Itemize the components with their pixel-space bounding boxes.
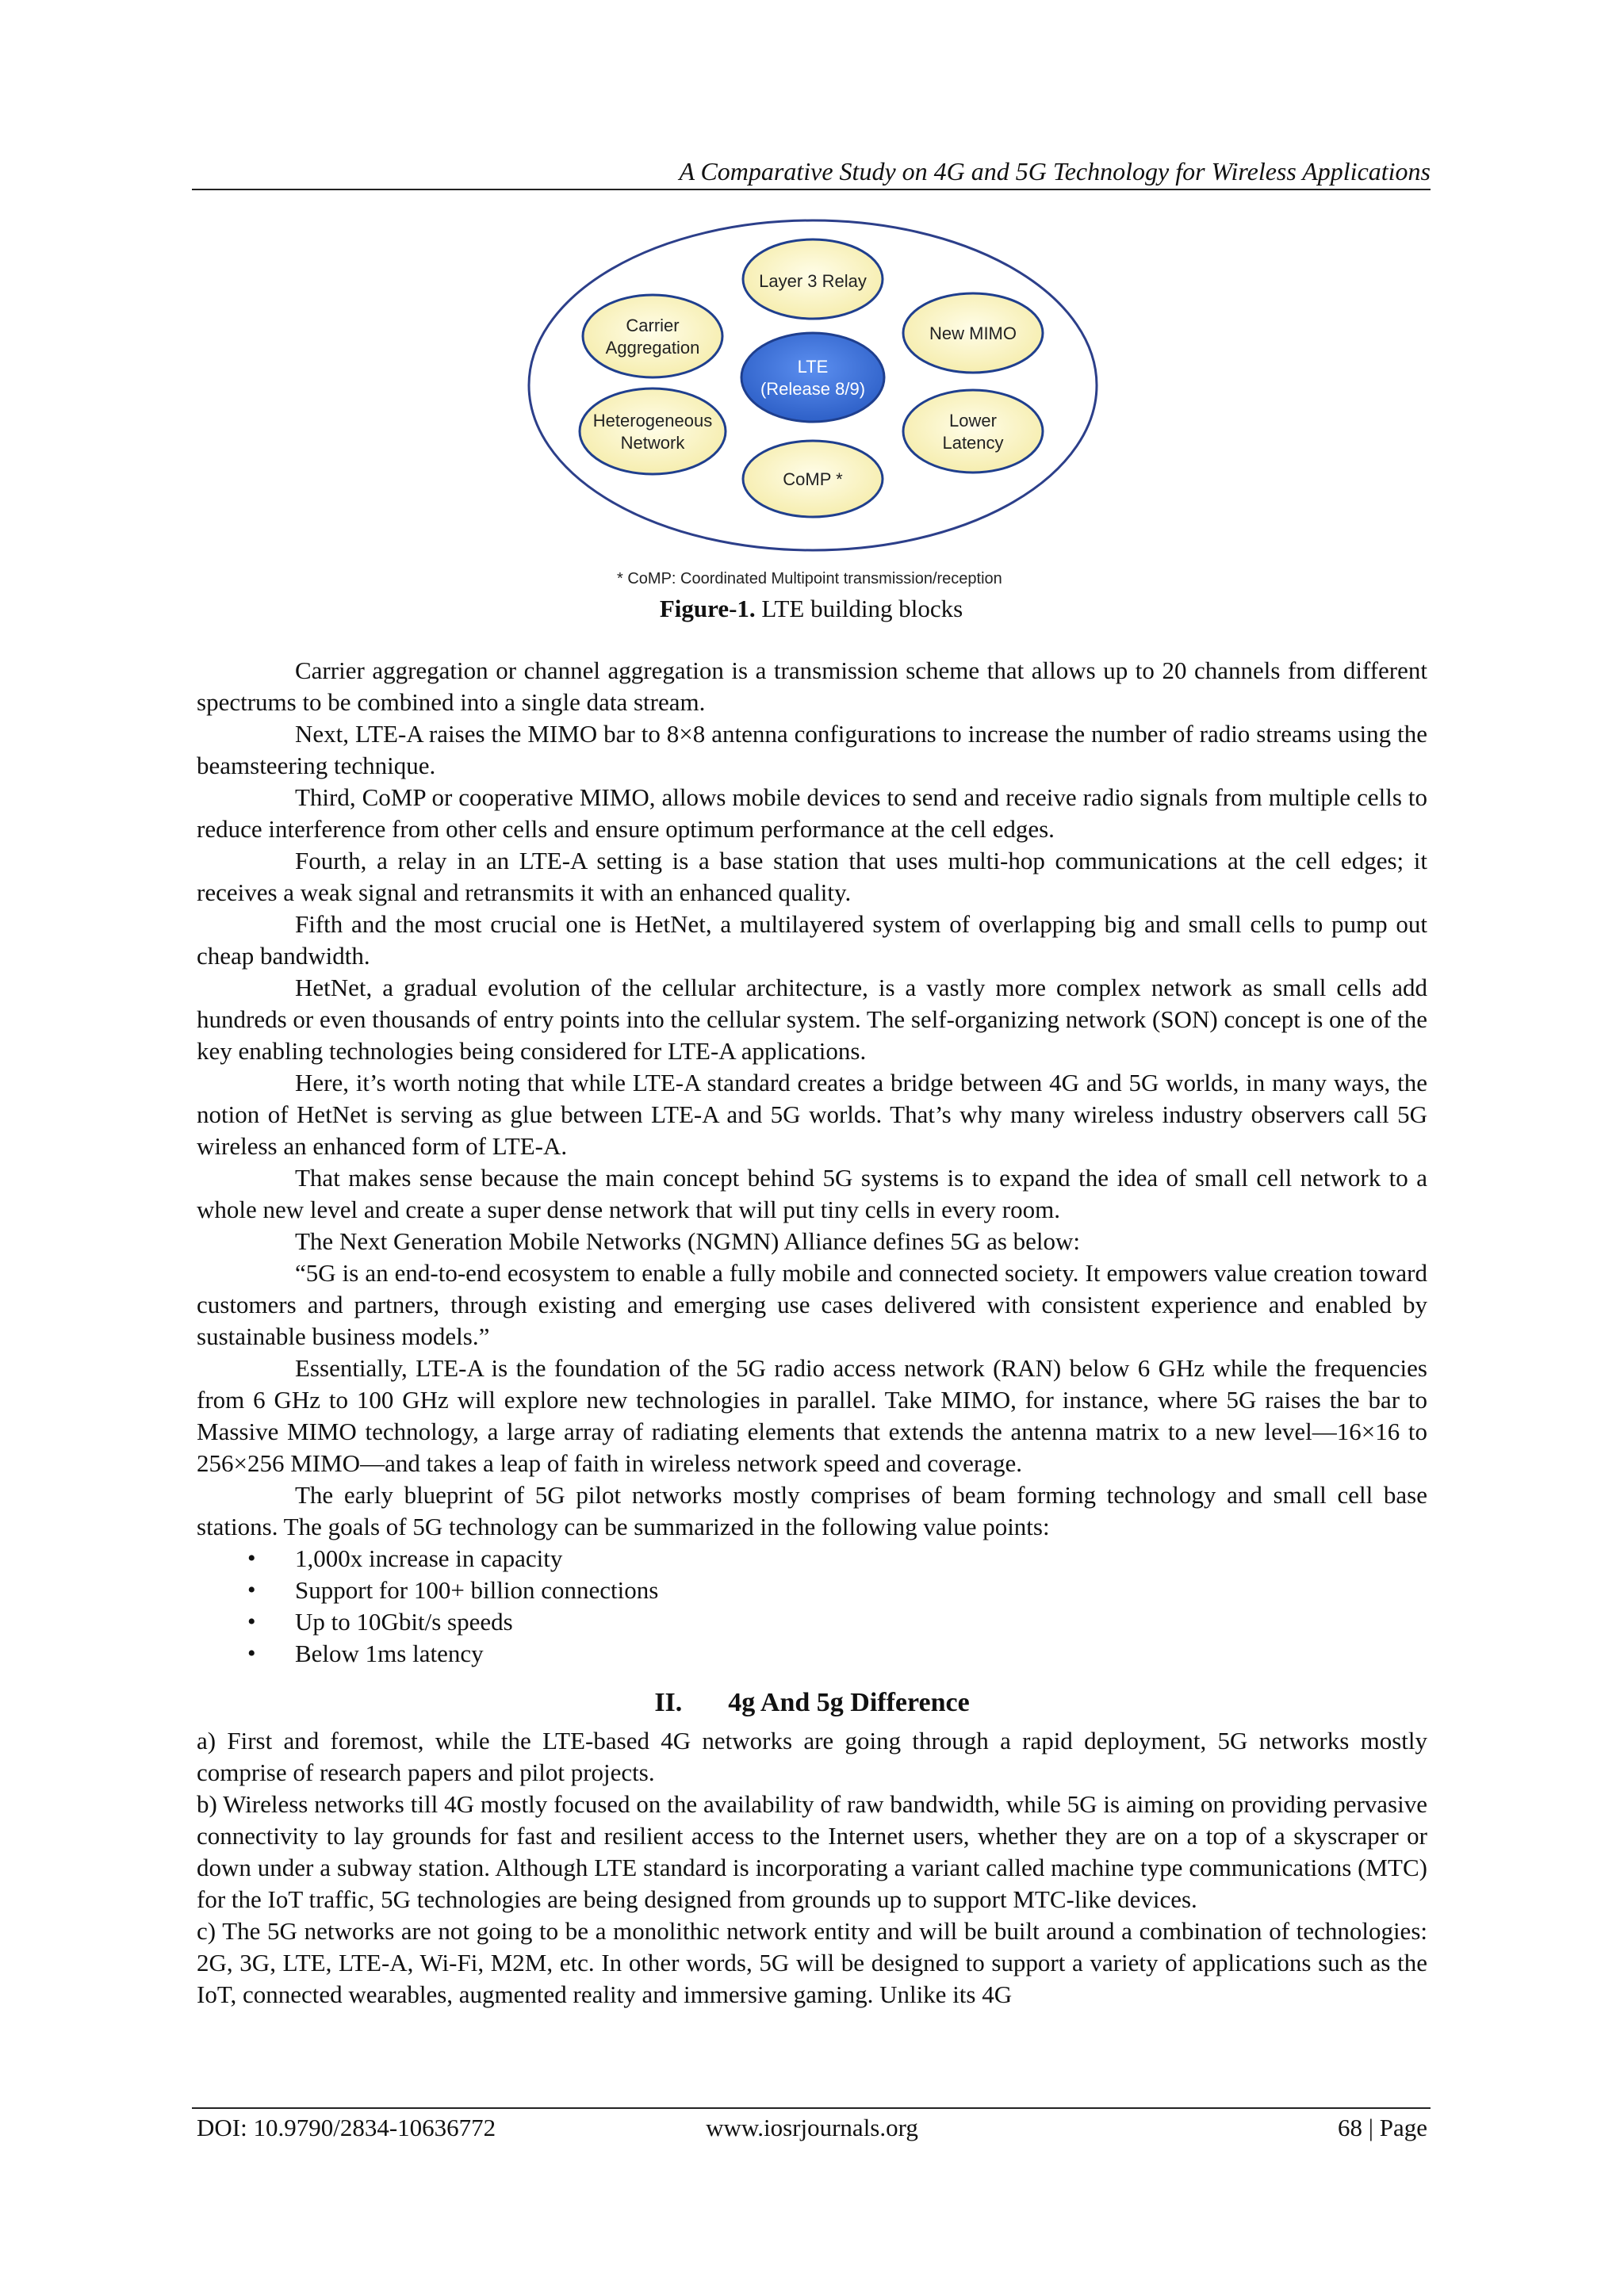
paragraph: Third, CoMP or cooperative MIMO, allows mobile devices to send and receive radio signals from multiple cells to reduce interference from other cells and ensure optimum performance at the cell edges. <box>197 783 1427 843</box>
block-label-line2: Network <box>620 433 685 453</box>
body-text <box>197 655 1427 2011</box>
difference-item: c) The 5G networks are not going to be a monolithic network entity and will be built around a combination of technologies: 2G, 3G, LTE, LTE-A, Wi-Fi, M2M, etc. In other words, 5G will be designed to support a variety of applications such as the IoT, connected wearables, augmented reality and immersive gaming. Unlike its 4G <box>197 1917 1427 2008</box>
block-carrier-aggregation <box>583 295 722 377</box>
footer-rule <box>192 2107 1431 2109</box>
paragraph: That makes sense because the main concept behind 5G systems is to expand the idea of small cell network to a whole new level and create a super dense network that will put tiny cells in every room. <box>197 1164 1427 1223</box>
block-label-line2: Aggregation <box>605 338 700 358</box>
running-title: A Comparative Study on 4G and 5G Technology for Wireless Applications <box>679 157 1431 186</box>
quote-paragraph: “5G is an end-to-end ecosystem to enable a fully mobile and connected society. It empowers value creation toward customers and partners, through existing and emerging use cases delivered with consistent experience and enabled by sustainable business models.” <box>197 1259 1427 1350</box>
block-label: Lower <box>949 411 997 430</box>
figure-lte-building-blocks <box>523 212 1110 591</box>
list-item: • Below 1ms latency <box>197 1638 1427 1670</box>
goals-list <box>197 1543 1427 1670</box>
block-lower-latency <box>903 390 1043 473</box>
section-heading <box>197 1684 1427 1722</box>
list-item: • Support for 100+ billion connections <box>197 1575 1427 1606</box>
lte-diagram <box>523 212 1110 591</box>
paragraph: The early blueprint of 5G pilot networks mostly comprises of beam forming technology and small cell base stations. The goals of 5G technology can be summarized in the following value points: <box>197 1481 1427 1540</box>
paragraph: Next, LTE-A raises the MIMO bar to 8×8 antenna configurations to increase the number of radio streams using the beamsteering technique. <box>197 720 1427 779</box>
footer-page-number: 68 | Page <box>1338 2114 1427 2141</box>
block-label: Heterogeneous <box>592 411 713 430</box>
list-item: • Up to 10Gbit/s speeds <box>197 1606 1427 1638</box>
difference-item: a) First and foremost, while the LTE-based 4G networks are going through a rapid deployment, 5G networks mostly comprise of research papers and pilot projects. <box>197 1727 1427 1786</box>
block-label: Carrier <box>626 316 680 335</box>
center-label-line2: (Release 8/9) <box>760 379 866 399</box>
paragraph: Fifth and the most crucial one is HetNet, a multilayered system of overlapping big and small cells to pump out cheap bandwidth. <box>197 910 1427 970</box>
block-label: Layer 3 Relay <box>759 271 867 291</box>
block-new-mimo <box>903 293 1043 373</box>
block-label: New MIMO <box>929 323 1017 343</box>
section-number: II. <box>654 1688 683 1717</box>
block-comp <box>743 441 883 517</box>
block-label: CoMP * <box>783 469 843 489</box>
paragraph: The Next Generation Mobile Networks (NGMN) Alliance defines 5G as below: <box>295 1227 1081 1255</box>
paragraph: Fourth, a relay in an LTE-A setting is a base station that uses multi-hop communications at the cell edges; it receives a weak signal and retransmits it with an enhanced quality. <box>197 847 1427 906</box>
footer-website: www.iosrjournals.org <box>706 2114 918 2141</box>
page-footer <box>197 2112 1427 2144</box>
figure-caption-label: Figure-1. <box>659 595 756 622</box>
figure-footnote: * CoMP: Coordinated Multipoint transmission/reception <box>617 570 1002 587</box>
block-layer3-relay <box>743 239 883 319</box>
figure-caption-text: LTE building blocks <box>755 595 963 622</box>
list-item: • 1,000x increase in capacity <box>197 1543 1427 1575</box>
header-rule <box>192 189 1431 190</box>
lte-center <box>741 333 884 422</box>
difference-item: b) Wireless networks till 4G mostly focused on the availability of raw bandwidth, while 5G is aiming on providing pervasive connectivity to lay grounds for fast and resilient access to the Internet users, whether they are on a top of a skyscraper or down under a subway station. Although LTE standard is incorporating a variant called machine type communications (MTC) for the IoT traffic, 5G technologies are being designed from grounds up to support MTC-like devices. <box>197 1790 1427 1913</box>
paragraph: Here, it’s worth noting that while LTE-A standard creates a bridge between 4G and 5G worlds, in many ways, the notion of HetNet is serving as glue between LTE-A and 5G worlds. That’s why many wireless industry observers call 5G wireless an enhanced form of LTE-A. <box>197 1069 1427 1160</box>
section-title: 4g And 5g Difference <box>728 1688 970 1717</box>
block-heterogeneous-network <box>580 388 726 474</box>
figure-caption <box>192 593 1431 625</box>
paragraph: Essentially, LTE-A is the foundation of the 5G radio access network (RAN) below 6 GHz while the frequencies from 6 GHz to 100 GHz will explore new technologies in parallel. Take MIMO, for instance, where 5G raises the bar to Massive MIMO technology, a large array of radiating elements that extends the antenna matrix to a new level—16×16 to 256×256 MIMO—and takes a leap of faith in wireless network speed and coverage. <box>197 1354 1427 1477</box>
block-label-line2: Latency <box>942 433 1004 453</box>
footer-doi: DOI: 10.9790/2834-10636772 <box>197 2114 496 2141</box>
center-label: LTE <box>797 357 829 377</box>
paragraph: Carrier aggregation or channel aggregation is a transmission scheme that allows up to 20 channels from different spectrums to be combined into a single data stream. <box>197 656 1427 716</box>
paragraph: HetNet, a gradual evolution of the cellular architecture, is a vastly more complex network as small cells add hundreds or even thousands of entry points into the cellular system. The self-organizing network (SON) concept is one of the key enabling technologies being considered for LTE-A applications. <box>197 974 1427 1065</box>
